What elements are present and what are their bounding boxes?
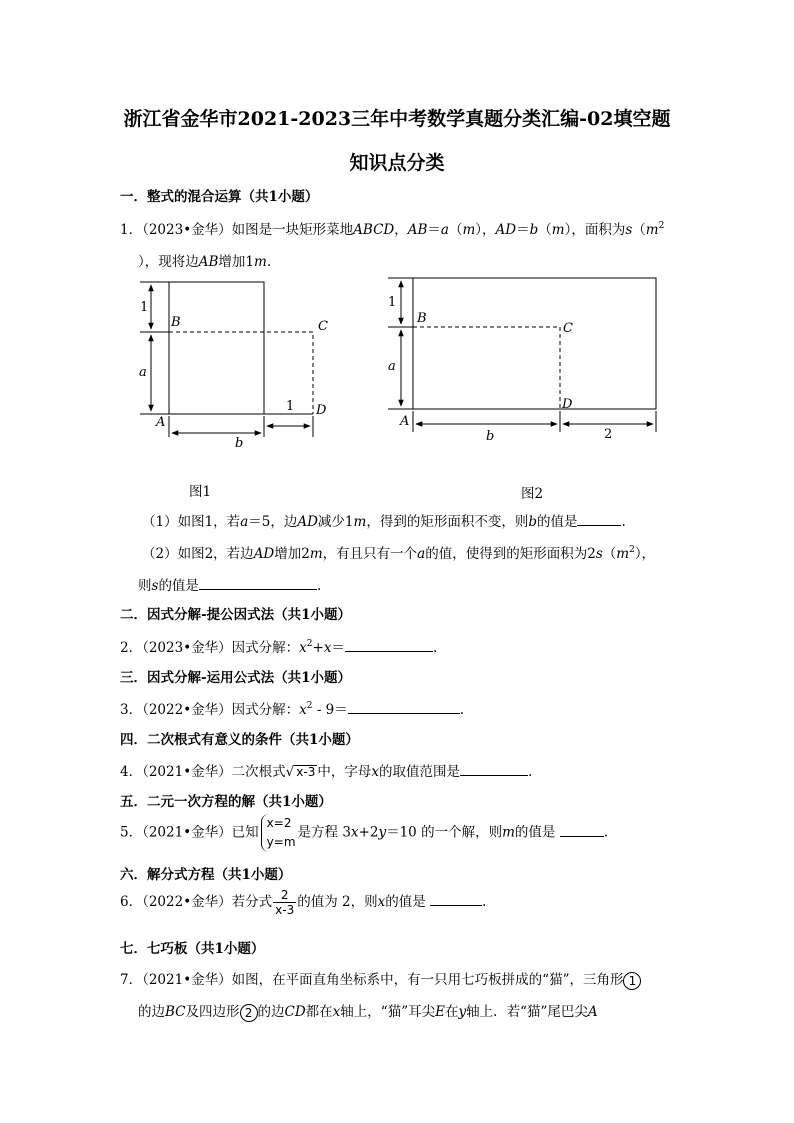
question-5: 5．（2021•金华）已知 x=2 y=m 是方程 3x+2y＝10 的一个解，则m的值是 . (120, 814, 608, 852)
fig2-dashed-rect (413, 327, 560, 409)
fig1-label-C: C (318, 319, 328, 334)
question-1-line-1: 1．（2023•金华）如图是一块矩形菜地ABCD，AB＝a（m），AD＝b（m），面积为$s(m^2$ (120, 221, 665, 238)
figure-2 (373, 272, 668, 447)
question-3: 3．（2022•金华）因式分解：$x^2 - 9=$ . (120, 701, 465, 718)
fraction: $\frac{2}{x-3}$ (275, 888, 295, 917)
figure-1 (130, 275, 340, 455)
fig1-label-b: b (235, 436, 244, 451)
fig1-solid-outline (169, 282, 313, 414)
section-heading-1: 一．整式的混合运算（共1小题） (120, 189, 319, 205)
section-heading-7: 七．七巧板（共1小题） (120, 941, 265, 957)
fig2-label-A: A (400, 414, 410, 429)
section-heading-4: 四．二次根式有意义的条件（共1小题） (120, 732, 359, 748)
fig1-label-D: D (316, 403, 327, 418)
question-7-line-1: 7．（2021•金华）如图，在平面直角坐标系中，有一只用七巧板拼成的“猫”，三角形 1 (120, 968, 641, 990)
fig2-label-1: 1 (388, 295, 397, 310)
answer-blank[interactable] (460, 762, 528, 776)
section-heading-3: 三．因式分解-运用公式法（共1小题） (120, 670, 351, 686)
question-1-part-2-cont: 则s的值是 . (138, 578, 322, 594)
answer-blank[interactable] (348, 700, 460, 714)
equation-system: x=2 y=m (261, 814, 296, 852)
question-6: 6．（2022•金华）若分式 $\frac{2}{x-3}$ 的值为 2，则x的值是 . (120, 888, 487, 917)
question-4: 4．（2021•金华）二次根式√ x-3 中，字母x的取值范围是 . (120, 764, 533, 780)
fig2-label-C: C (563, 321, 573, 336)
fig1-label-1b: 1 (286, 399, 295, 414)
figure-1-caption: 图1 (189, 484, 212, 500)
fig1-label-1: 1 (140, 300, 149, 315)
fig1-label-a: a (139, 365, 147, 380)
fig1-label-B: B (171, 315, 181, 330)
question-2: 2．（2023•金华）因式分解：$x^2+x=$ . (120, 639, 438, 656)
answer-blank[interactable] (430, 892, 482, 906)
fig1-label-A: A (156, 415, 166, 430)
circled-number-2: 2 (240, 1004, 258, 1022)
fig2-label-b: b (486, 429, 495, 444)
fig2-label-B: B (417, 311, 427, 326)
question-1-part-1: （1）如图1，若a＝5，边AD减少1m，得到的矩形面积不变，则b的值是 . (142, 514, 626, 530)
question-1-part-2: （2）如图2，若边AD增加2m，有且只有一个a的值，使得到的矩形面积为$2s(m^2)$， (142, 545, 656, 562)
answer-blank[interactable] (560, 823, 604, 837)
question-1-line-2: ），现将边AB增加1m. (138, 254, 272, 270)
document-title: 浙江省金华市2021-2023三年中考数学真题分类汇编-02填空题 (123, 108, 671, 130)
fig2-label-a: a (388, 359, 396, 374)
fig2-solid-rect (413, 278, 656, 409)
figure-2-caption: 图2 (521, 486, 544, 502)
answer-blank[interactable] (345, 638, 433, 652)
section-heading-2: 二．因式分解-提公因式法（共1小题） (120, 607, 351, 623)
fig2-label-2: 2 (604, 427, 613, 442)
radicand: x-3 (296, 765, 316, 779)
fig2-label-D: D (562, 397, 573, 412)
answer-blank[interactable] (199, 576, 317, 590)
question-7-line-2: 的边BC及四边形 2 的边CD都在x轴上，“猫”耳尖E在y轴上．若“猫”尾巴尖A (138, 1004, 598, 1020)
answer-blank[interactable] (577, 512, 621, 526)
document-subtitle: 知识点分类 (349, 152, 445, 174)
circled-number-1: 1 (623, 972, 641, 990)
section-heading-6: 六．解分式方程（共1小题） (120, 867, 292, 883)
section-heading-5: 五．二元一次方程的解（共1小题） (120, 794, 332, 810)
